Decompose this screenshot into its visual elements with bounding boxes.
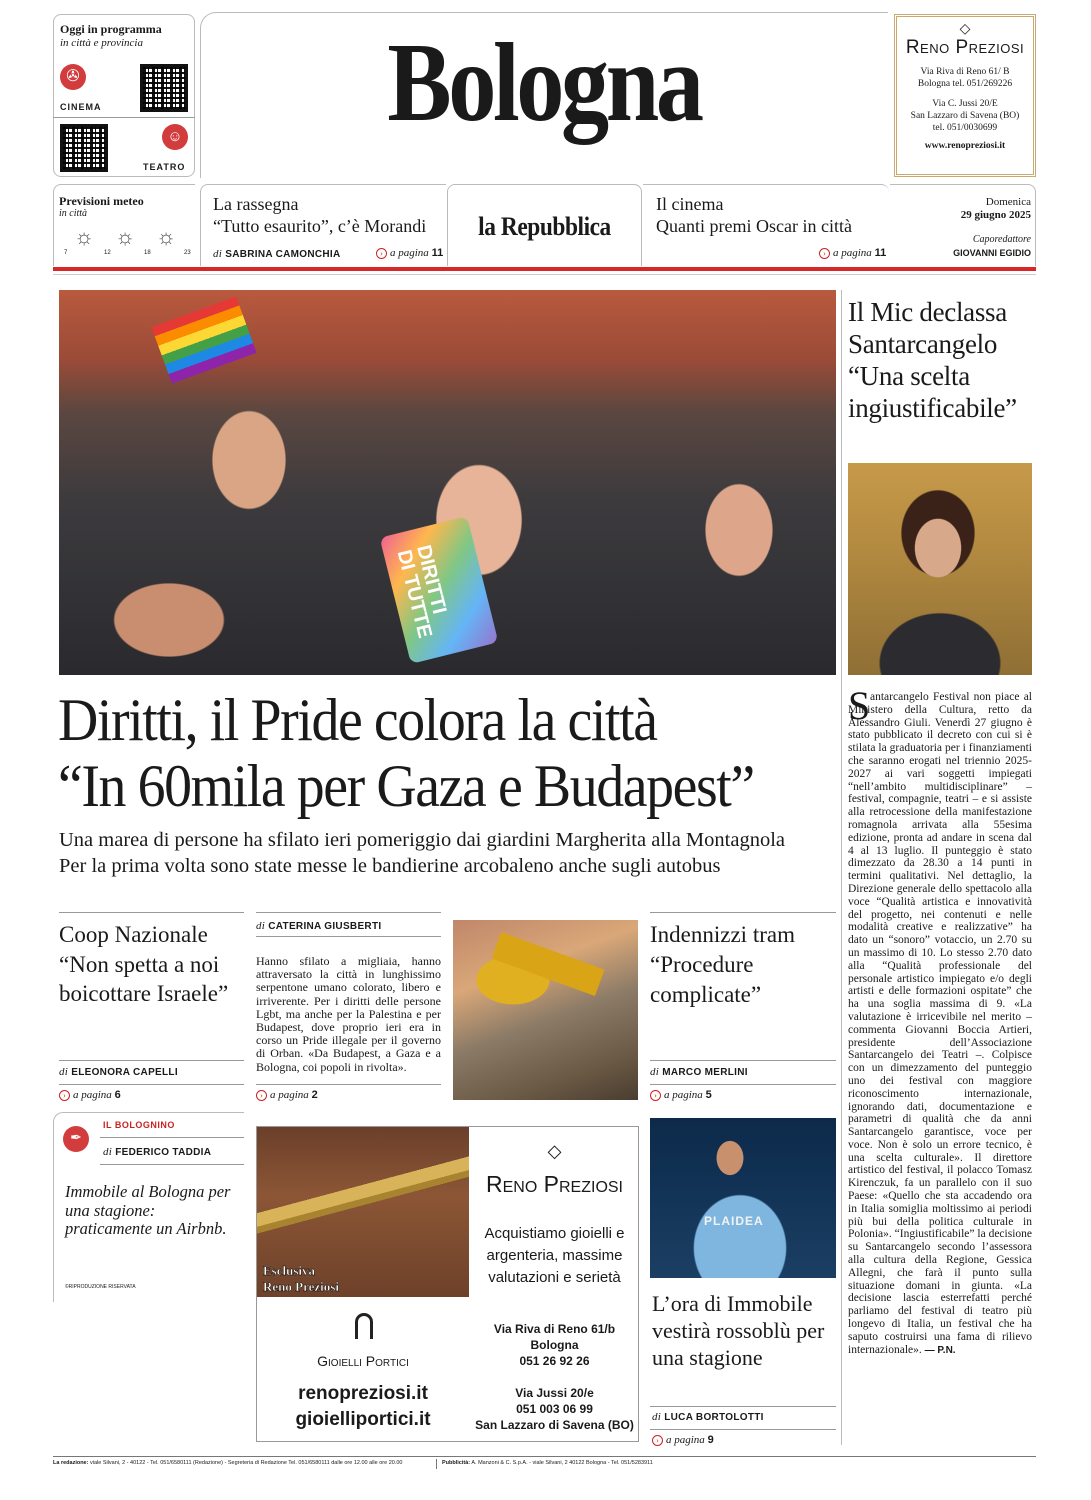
sun-icon: ☼ (115, 224, 136, 249)
lead-page-ref[interactable]: › a pagina 2 (256, 1089, 318, 1101)
pride-photo (59, 290, 836, 675)
rainbow-sign (380, 516, 499, 664)
immobile-headline[interactable]: L’ora di Immobile vestirà rossoblù per una stagione (652, 1291, 825, 1370)
cinema-qr-code[interactable] (140, 64, 188, 112)
bracelet-photo (257, 1127, 469, 1297)
sidebar-headline[interactable]: Il Mic declassa Santarcangelo “Una scelta ingiustificabile” (848, 297, 1017, 423)
lead-headline-line2[interactable]: “In 60mila per Gaza e Budapest” (58, 753, 754, 819)
arrow-right-icon: › (652, 1435, 663, 1446)
meteo-forecast (60, 224, 195, 260)
arrow-right-icon: › (256, 1090, 267, 1101)
dateline-date: 29 giugno 2025 (960, 209, 1031, 221)
ad-exclusive-line2: Reno Preziosi (263, 1279, 339, 1294)
meteo-hour: 12 (104, 250, 111, 256)
rassegna-page-ref[interactable]: › a pagina 11 (376, 247, 443, 259)
meteo-title: Previsioni meteo (59, 194, 144, 208)
bolognino-rights: ©RIPRODUZIONE RISERVATA (65, 1284, 136, 1290)
tram-excavator-photo (453, 920, 638, 1100)
today-program-title: Oggi in programma (60, 22, 162, 36)
rainbow-flag (151, 296, 256, 383)
footer-pubblicita: Pubblicità: A. Manzoni & C. S.p.A. - viale Silvani, 2 40122 Bologna - Tel. 051/5283911 (442, 1460, 653, 1466)
ad-top-addr1: Via Riva di Reno 61/ B (920, 67, 1010, 77)
arrow-right-icon: › (376, 248, 387, 259)
portici-arch-icon (355, 1313, 373, 1339)
ad-portici: Gioielli Portici (317, 1353, 409, 1369)
ad-exclusive-line1: Esclusiva (263, 1263, 316, 1278)
ad-shop1-line2: Bologna (530, 1338, 579, 1352)
dateline-day: Domenica (985, 196, 1031, 208)
lead-subhead-line1: Una marea di persone ha sfilato ieri pomeriggio dai giardini Margherita alla Montagnola (59, 829, 785, 851)
footer-redazione: La redazione: viale Silvani, 2 - 40122 - Tel. 051/6580111 (Redazione) - Segreteria di Redazione Tel. 051/6580111 dalle ore 12.00 alle ore 20.00 (53, 1460, 403, 1466)
ad-tagline-3: valutazioni e serietà (488, 1269, 621, 1286)
theater-mask-icon: ☺ (162, 124, 188, 150)
ad-top-addr3: Via C. Jussi 20/E (932, 99, 998, 109)
sign-text: DIRITTI DI TUTTE (392, 542, 451, 641)
arrow-right-icon: › (650, 1090, 661, 1101)
tram-byline: di MARCO MERLINI (650, 1066, 748, 1078)
ad-top-reno-preziosi[interactable] (894, 14, 1036, 177)
film-reel-icon: ✇ (60, 64, 86, 90)
ad-web-2[interactable]: gioielliportici.it (295, 1409, 431, 1430)
ad-shop2-line3: San Lazzaro di Savena (BO) (475, 1418, 634, 1432)
cinema-headline[interactable]: Quanti premi Oscar in città (656, 216, 852, 236)
diamond-icon: ◇ (547, 1141, 562, 1161)
sidebar-dropcap: S (848, 683, 871, 728)
teatro-qr-code[interactable] (60, 124, 108, 172)
sidebar-body: antarcangelo Festival non piace al Ministero della Cultura, retto da Alessandro Giuli. Venerdì 27 giugno è stato pubblicato il decreto con cui si è stilata la graduatoria per i finanziamenti che saranno erogati nel triennio 2025-2027 ai vari soggetti impiegati “nell’ambito multidisciplinare” – festival, compagnie, teatri – e si assiste alla retrocessione della manifestazione romagnola arrivata alla 55esima edizione, pronta ad andare in scena dal 4 al 13 luglio. Il punteggio è stato dimezzato da 28.30 a 14 punti in termini qualitativi. Nel dettaglio, la Direzione generale dello spettacolo alla voce “Qualità artistica e innovatività del progetto, nei contenuti e nelle modalità creative e realizzative” ha dato un “sonoro” votaccio, un 2.70 su un massimo di 10. Lo stesso 2.70 dato alla “Qualità professionale del personale artistico impiegato e/o degli artisti e delle formazioni ospitate” che ha una soglia massima di 9. «La valutazione è irricevibile nel merito – commenta Giovanni Boccia Artieri, presidente dell’Associazione Santarcangelo dei Teatri –. Colpisce con un dimezzamento del punteggio uno dei festival con maggiore riconoscimento internazionale, ignorando dati, documentazione e parametri di qualità che da anni Santarcangelo garantisce, voce per voce. Non è solo un errore tecnico, è una scelta culturale». Il direttore artistico del festival, il polacco Tomasz Kirenczuk, fa un parallelo con il suo Paese: «Quello che sta accadendo ora in Italia somiglia moltissimo ai periodi più bui della politica culturale in Polonia». “Ingiustificabile” la decisione su Santarcangelo secondo l’assessora alla cultura della Regione, Gessica Allegni, che farà il punto sulla situazione domani in giunta. «La decisione lascia esterrefatti perché parliamo del festival di teatro più longevo di Italia, un festival che ha saputo costruirsi una fama di rilievo internazionale». — P.N. (848, 691, 1032, 1356)
meteo-hour: 23 (184, 250, 191, 256)
ad-shop2-line1: Via Jussi 20/e (515, 1386, 594, 1400)
bolognino-icon: ✒ (63, 1126, 89, 1152)
ad-shop1-line3: 051 26 92 26 (519, 1354, 590, 1368)
sun-icon: ☼ (74, 224, 95, 249)
arrow-right-icon: › (819, 248, 830, 259)
lead-subhead-line2: Per la prima volta sono state messe le bandierine arcobaleno anche sugli autobus (59, 855, 721, 877)
coop-page-ref[interactable]: › a pagina 6 (59, 1089, 121, 1101)
coop-headline[interactable]: Coop Nazionale “Non spetta a noi boicottare Israele” (59, 922, 229, 1006)
lead-headline-line1[interactable]: Diritti, il Pride colora la città (58, 687, 657, 753)
meteo-subtitle: in città (59, 208, 88, 219)
today-program-subtitle: in città e provincia (60, 37, 143, 49)
dateline-editor: GIOVANNI EGIDIO (953, 248, 1031, 258)
ad-top-web: www.renopreziosi.it (924, 141, 1006, 151)
rassegna-kicker: La rassegna (213, 194, 299, 214)
ad-top-addr2: Bologna tel. 051/269226 (917, 79, 1013, 89)
immobile-byline: di LUCA BORTOLOTTI (652, 1411, 764, 1423)
ad-web-1[interactable]: renopreziosi.it (298, 1383, 428, 1404)
sun-icon: ☼ (156, 224, 177, 249)
shirt-sponsor: PLAIDEA (704, 1214, 764, 1228)
tram-page-ref[interactable]: › a pagina 5 (650, 1089, 712, 1101)
meteo-hour: 7 (64, 250, 68, 256)
lead-byline: di CATERINA GIUSBERTI (256, 920, 382, 932)
bolognino-kicker: IL BOLOGNINO (103, 1120, 175, 1130)
bolognino-byline: di FEDERICO TADDIA (103, 1146, 212, 1158)
rassegna-headline[interactable]: “Tutto esaurito”, c’è Morandi (213, 216, 427, 236)
arrow-right-icon: › (59, 1090, 70, 1101)
red-band (53, 267, 1036, 271)
lead-body: Hanno sfilato a migliaia, hanno attraversato la città in lunghissimo serpentone umano colorato, libero e irriverente. Per i diritti delle persone Lgbt, ma anche per la Palestina e per Budapest, dove proprio ieri era in corso un Pride illegale per il governo di Orban. «Da Budapest, a Gaza e a Bologna, coi popoli in rivolta». (256, 954, 441, 1074)
ad-reno-preziosi[interactable] (256, 1126, 639, 1442)
repubblica-logo: la Repubblica (478, 212, 611, 241)
cinema-kicker: Il cinema (656, 194, 724, 214)
bolognino-text: Immobile al Bologna per una stagione: praticamente un Airbnb. (65, 1182, 231, 1238)
ad-shop2-line2: 051 003 06 99 (516, 1402, 593, 1416)
coop-byline: di ELEONORA CAPELLI (59, 1066, 178, 1078)
teatro-label: TEATRO (143, 162, 186, 172)
rassegna-byline: di SABRINA CAMONCHIA (213, 248, 341, 260)
tram-headline[interactable]: Indennizzi tram “Procedure complicate” (650, 922, 795, 1007)
immobile-page-ref[interactable]: › a pagina 9 (652, 1434, 714, 1446)
ad-top-addr5: tel. 051/0030699 (932, 123, 998, 133)
immobile-photo (650, 1118, 836, 1278)
meteo-hour: 18 (144, 250, 151, 256)
cinema-label: CINEMA (60, 102, 102, 112)
dateline-role: Caporedattore (972, 234, 1031, 245)
ad-brand: Reno Preziosi (485, 1171, 624, 1197)
diamond-icon: ◇ (959, 22, 971, 37)
ad-shop1-line1: Via Riva di Reno 61/b (493, 1322, 616, 1336)
ad-top-brand: Reno Preziosi (905, 37, 1025, 58)
ad-tagline-1: Acquistiamo gioielli e (484, 1225, 625, 1242)
ad-tagline-2: argenteria, massime (486, 1247, 623, 1264)
masthead-title: Bologna (387, 21, 701, 145)
allegni-portrait-photo (848, 463, 1032, 675)
cinema-page-ref[interactable]: › a pagina 11 (819, 247, 886, 259)
excavator-arm (492, 932, 605, 996)
ad-top-addr4: San Lazzaro di Savena (BO) (910, 111, 1020, 121)
